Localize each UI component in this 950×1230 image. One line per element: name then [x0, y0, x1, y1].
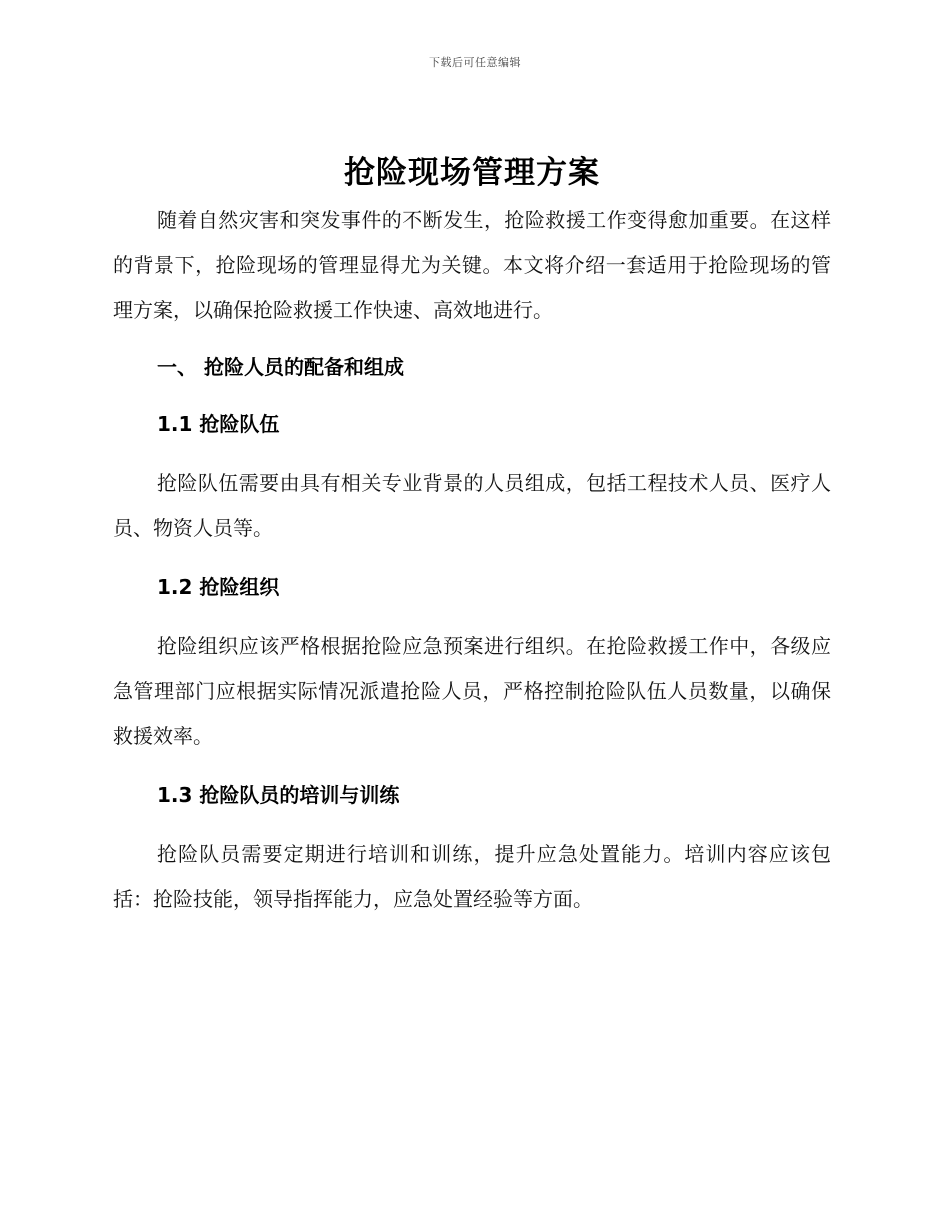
subsection-1-1-heading: 1.1 抢险队伍 [157, 412, 280, 436]
section-1-heading: 一、 抢险人员的配备和组成 [157, 355, 404, 379]
document-body [113, 148, 831, 922]
spacer [113, 818, 831, 832]
subsection-1-3-body: 抢险队员需要定期进行培训和训练，提升应急处置能力。培训内容应该包括：抢险技能，领导指挥能力，应急处置经验等方面。 [113, 842, 831, 911]
spacer [113, 390, 831, 402]
subsection-1-1-body: 抢险队伍需要由具有相关专业背景的人员组成，包括工程技术人员、医疗人员、物资人员等。 [113, 471, 831, 540]
subsection-1-3-heading: 1.3 抢险队员的培训与训练 [157, 783, 400, 807]
spacer [113, 333, 831, 345]
spacer [113, 447, 831, 461]
page-header: 下载后可任意编辑 [429, 56, 521, 69]
intro-paragraph: 随着自然灾害和突发事件的不断发生，抢险救援工作变得愈加重要。在这样的背景下，抢险现场的管理显得尤为关键。本文将介绍一套适用于抢险现场的管理方案，以确保抢险救援工作快速、高效地进行。 [113, 208, 831, 322]
subsection-1-2-heading: 1.2 抢险组织 [157, 575, 280, 599]
spacer [113, 759, 831, 773]
spacer [113, 551, 831, 565]
spacer [113, 610, 831, 624]
subsection-1-2-body: 抢险组织应该严格根据抢险应急预案进行组织。在抢险救援工作中，各级应急管理部门应根据实际情况派遣抢险人员，严格控制抢险队伍人员数量，以确保救援效率。 [113, 634, 831, 748]
document-title: 抢险现场管理方案 [344, 155, 600, 191]
